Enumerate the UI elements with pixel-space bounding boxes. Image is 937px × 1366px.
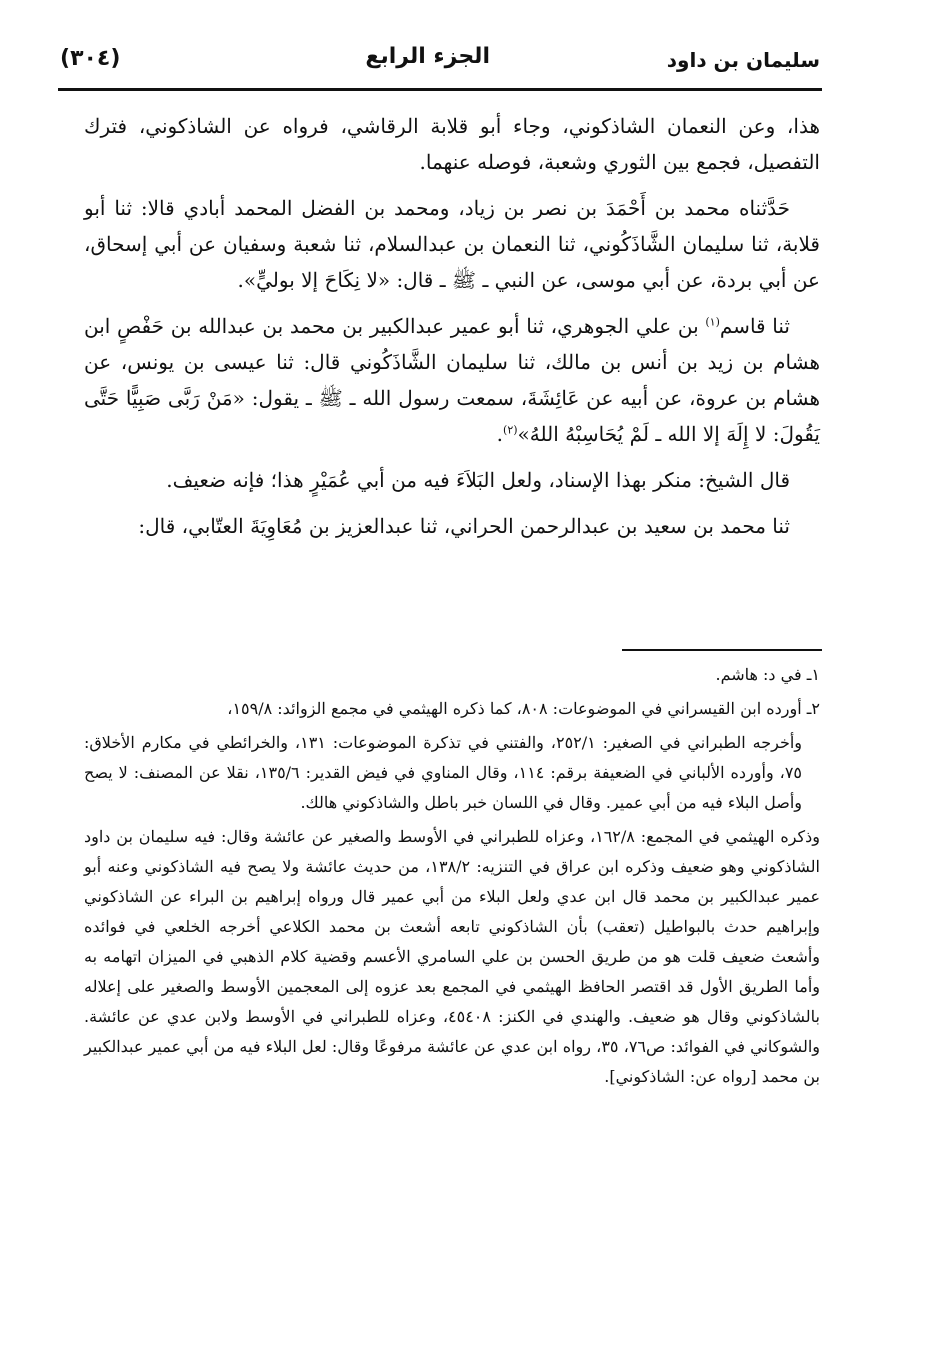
- header-rule: [58, 88, 822, 91]
- main-text: [84, 108, 820, 554]
- footnote-2-first-line: ٢ـ أورده ابن القيسراني في الموضوعات: ٨٠٨، كما ذكره الهيثمي في مجمع الزوائد: ١٥٩/٨،: [227, 699, 820, 718]
- footnotes: [84, 660, 820, 1092]
- paragraph-3-middle: بن علي الجوهري، ثنا أبو عمير عبدالكبير بن محمد بن عبدالله بن حَفْصٍ ابن هشام بن زيد بن أنس بن مالك، ثنا سليمان الشَّاذَكُوني قال: ثنا عيسى بن يونس، عن هشام بن عروة، عن أبيه عن عَائِشَةَ، سمعت رسول الله ـ ﷺ ـ يقول: «مَنْ رَبَّى صَبِيًّا حَتَّى يَقُولَ: لا إِلَهَ إلا الله ـ لَمْ يُحَاسِبْهُ اللهُ»: [84, 314, 820, 446]
- paragraph-5: ثنا محمد بن سعيد بن عبدالرحمن الحراني، ثنا عبدالعزيز بن مُعَاوِيَةَ العتّابي، قال:: [138, 514, 790, 538]
- footnote-separator: [622, 649, 822, 651]
- page-number: (٣٠٤): [60, 46, 121, 71]
- paragraph-1: هذا، وعن النعمان الشاذكوني، وجاء أبو قلابة الرقاشي، فرواه عن الشاذكوني، فترك التفصيل، فجمع بين الثوري وشعبة، فوصله عنهما.: [84, 114, 820, 174]
- footnote-1: ١ـ في د: هاشم.: [715, 665, 820, 684]
- footnote-ref-1: (١): [705, 315, 720, 329]
- footnote-ref-2: (٢): [503, 423, 518, 437]
- paragraph-3: [84, 308, 820, 452]
- paragraph-3-end: .: [496, 422, 504, 446]
- header-author: سليمان بن داود: [666, 48, 820, 72]
- header-volume: الجزء الرابع: [365, 44, 490, 69]
- paragraph-2: حَدَّثناه محمد بن أَحْمَدَ بن نصر بن زياد، ومحمد بن الفضل المحمد أبادي قالا: ثنا أبو قلابة، ثنا سليمان الشَّاذَكُوني، ثنا النعمان بن عبدالسلام، ثنا شعبة وسفيان عن أبي إسحاق، عن أبي بردة، عن أبي موسى، عن النبي ـ ﷺ ـ قال: «لا نِكَاحَ إلا بوليٍّ».: [84, 196, 820, 292]
- paragraph-3-start: ثنا قاسم: [719, 314, 791, 338]
- footnote-2-commentary: وذكره الهيثمي في المجمع: ١٦٢/٨، وعزاه للطبراني في الأوسط والصغير عن عائشة وقال: فيه سليمان بن داود الشاذكوني وهو ضعيف وذكره ابن عراق في التنزيه: ١٣٨/٢، من حديث عائشة ولا يصح فيه الشاذكوني وعنه أبو عمير عبدالكبير بن محمد قال ابن عدي ولعل البلاء من أبي عمير قال ورواه إبراهيم بن البراء عن الشاذكوني وإبراهيم حدث بالبواطيل (تعقب) بأن الشاذكوني تابعه أشعث بن محمد الكلاعي أخرجه الخلعي في فوائده وأشعث ضعيف قلت هو من طريق الحسن بن علي السامري الأعسم وقضية كلام الذهبي في الميزان اتهامه به وأما الطريق الأول قد اقتصر الحافظ الهيثمي في المجمع بعد عزوه إلى المعجمين الأوسط والصغير على إعلاله بالشاذكوني وقال هو ضعيف. والهندي في الكنز: ٤٥٤٠٨، وعزاه للطبراني في الأوسط ولابن عدي عن عائشة. والشوكاني في الفوائد: ص٧٦، ٣٥، رواه ابن عدي عن عائشة مرفوعًا وقال: لعل البلاء فيه من أبي عمير عبدالكبير بن محمد [رواه عن: الشاذكوني].: [84, 827, 821, 1086]
- running-header: [60, 44, 820, 84]
- paragraph-4: قال الشيخ: منكر بهذا الإسناد، ولعل البَلاَءَ فيه من أبي عُمَيْرٍ هذا؛ فإنه ضعيف.: [166, 468, 790, 492]
- footnote-2-continuation: وأخرجه الطبراني في الصغير: ٢٥٢/١، والفتني في تذكرة الموضوعات: ١٣١، والخرائطي في مكارم الأخلاق: ٧٥، وأورده الألباني في الضعيفة برقم: ١١٤، وقال المناوي في فيض القدير: ١٣٥/٦، نقلا عن المصنف: لا يصح وأصل البلاء فيه من أبي عمير. وقال في اللسان خبر باطل والشاذكوني هالك.: [84, 733, 803, 812]
